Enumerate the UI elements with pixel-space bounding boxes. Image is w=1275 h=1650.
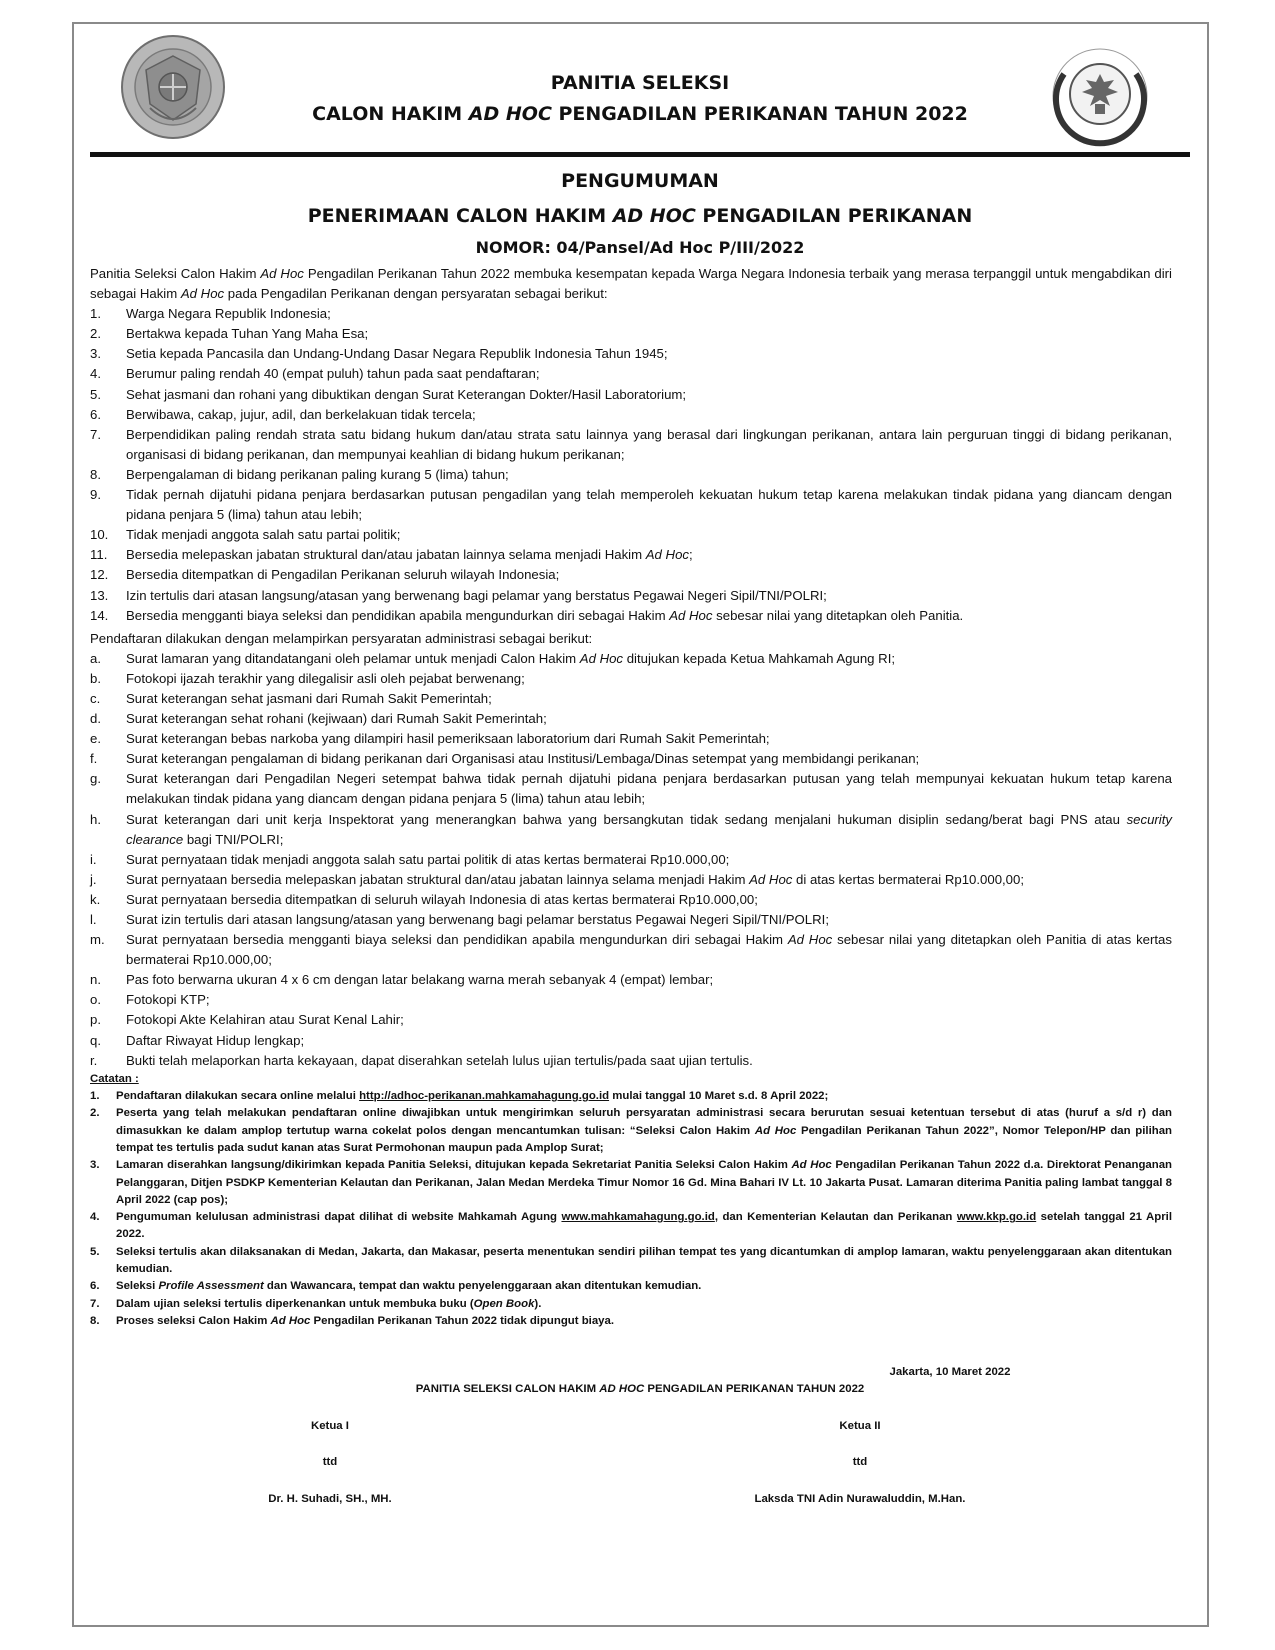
document-item [90, 769, 1172, 809]
document-item-number: n. [90, 972, 101, 988]
chair-1-role: Ketua I [311, 1420, 349, 1432]
kkp-garuda-logo-icon [1040, 44, 1160, 150]
document-item-number: l. [90, 912, 97, 927]
document-item [90, 970, 1172, 990]
document-item-text: Surat keterangan sehat jasmani dari Rumah Sakit Pemerintah; [126, 690, 492, 706]
document-item [90, 930, 1172, 970]
note-item-text: Dalam ujian seleksi tertulis diperkenankan untuk membuka buku (Open Book). [116, 1297, 542, 1310]
document-item-text: Surat pernyataan bersedia melepaskan jabatan struktural dan/atau jabatan lainnya selama menjadi Hakim Ad Hoc di atas kertas bermaterai Rp10.000,00; [126, 871, 1025, 887]
note-item-number: 6. [90, 1280, 100, 1293]
document-item [90, 890, 1172, 910]
requirement-item [90, 385, 1172, 405]
requirement-item-text: Bersedia mengganti biaya seleksi dan pendidikan apabila mengundurkan diri sebagai Hakim Ad Hoc sebesar nilai yang ditetapkan oleh Panitia. [126, 607, 964, 623]
document-item-text: Surat izin tertulis dari atasan langsung/atasan yang berwenang bagi pelamar berstatus Pegawai Negeri Sipil/TNI/POLRI; [126, 912, 829, 927]
document-item-number: b. [90, 670, 101, 686]
requirement-item-number: 6. [90, 406, 101, 422]
document-item [90, 729, 1172, 749]
note-item [90, 1244, 1172, 1279]
document-item [90, 810, 1172, 850]
requirement-item-number: 5. [90, 386, 101, 402]
requirement-item-number: 9. [90, 487, 101, 503]
announcement-subtitle: PENERIMAAN CALON HAKIM AD HOC PENGADILAN PERIKANAN [307, 205, 973, 227]
document-item-text: Surat keterangan bebas narkoba yang dilampiri hasil pemeriksaan laboratorium dari Rumah Sakit Pemerintah; [126, 731, 770, 747]
admin-intro: Pendaftaran dilakukan dengan melampirkan persyaratan administrasi sebagai berikut: [90, 630, 593, 646]
note-item-text: Proses seleksi Calon Hakim Ad Hoc Pengadilan Perikanan Tahun 2022 tidak dipungut biaya. [116, 1314, 614, 1327]
website-link[interactable]: www.kkp.go.id [956, 1211, 1037, 1224]
requirement-item-text: Berpengalaman di bidang perikanan paling kurang 5 (lima) tahun; [126, 466, 509, 482]
committee-subheading: CALON HAKIM AD HOC PENGADILAN PERIKANAN TAHUN 2022 [312, 103, 968, 125]
requirement-item-number: 4. [90, 366, 101, 382]
document-item-number: c. [90, 690, 101, 706]
document-item [90, 669, 1172, 689]
signing-committee: PANITIA SELEKSI CALON HAKIM AD HOC PENGADILAN PERIKANAN TAHUN 2022 [415, 1383, 865, 1395]
requirement-item [90, 425, 1172, 465]
requirement-item-text: Bertakwa kepada Tuhan Yang Maha Esa; [126, 326, 369, 342]
requirement-item-text: Bersedia ditempatkan di Pengadilan Perikanan seluruh wilayah Indonesia; [126, 567, 560, 583]
document-item-number: g. [90, 771, 101, 787]
requirement-item [90, 405, 1172, 425]
header-rule [90, 152, 1190, 157]
document-item-text: Surat lamaran yang ditandatangani oleh pelamar untuk menjadi Calon Hakim Ad Hoc ditujukan kepada Ketua Mahkamah Agung RI; [126, 650, 896, 666]
requirement-item-text: Setia kepada Pancasila dan Undang-Undang Dasar Negara Republik Indonesia Tahun 1945; [126, 346, 668, 362]
place-date: Jakarta, 10 Maret 2022 [889, 1366, 1011, 1378]
document-item-number: j. [90, 871, 97, 887]
document-item-number: k. [90, 891, 101, 907]
note-item [90, 1105, 1172, 1157]
document-item [90, 870, 1172, 890]
requirement-item [90, 344, 1172, 364]
document-item [90, 910, 1172, 930]
requirement-item-number: 11. [90, 547, 108, 563]
note-item-text: Lamaran diserahkan langsung/dikirimkan kepada Panitia Seleksi, ditujukan kepada Sekretariat Panitia Seleksi Calon Hakim Ad Hoc Pengadilan Perikanan Tahun 2022 d.a. Direktorat Penanganan Pelanggaran, Ditjen PSDKP Kementerian Kelautan dan Perikanan, Jalan Medan Merdeka Timur Nomor 16 Gd. Mina Bahari IV Lt. 10 Jakarta Pusat. Lamaran diterima Panitia paling lambat tanggal 8 April 2022 (cap pos); [116, 1159, 1172, 1206]
requirement-item [90, 545, 1172, 565]
requirement-item-number: 2. [90, 326, 101, 342]
requirement-item [90, 485, 1172, 525]
document-item-number: p. [90, 1012, 101, 1028]
notes-list [90, 1088, 1172, 1330]
document-item [90, 1010, 1172, 1030]
requirement-item-text: Sehat jasmani dan rohani yang dibuktikan dengan Surat Keterangan Dokter/Hasil Laboratorium; [126, 386, 687, 402]
note-item-number: 4. [90, 1211, 100, 1224]
announcement-title: PENGUMUMAN [561, 170, 719, 192]
document-item [90, 649, 1172, 669]
document-item-number: r. [90, 1052, 98, 1068]
document-item-number: m. [90, 932, 105, 948]
requirement-item [90, 606, 1172, 626]
document-item-text: Surat pernyataan tidak menjadi anggota salah satu partai politik di atas kertas bermaterai Rp10.000,00; [126, 851, 730, 867]
document-item [90, 1031, 1172, 1051]
document-item [90, 689, 1172, 709]
chair-2-role: Ketua II [839, 1420, 881, 1432]
requirement-item [90, 525, 1172, 545]
requirement-item-text: Berumur paling rendah 40 (empat puluh) tahun pada saat pendaftaran; [126, 366, 540, 382]
chair-1-signature: ttd [322, 1456, 338, 1468]
note-item-number: 3. [90, 1159, 100, 1172]
requirement-item [90, 565, 1172, 585]
requirement-item [90, 364, 1172, 384]
requirement-item-text: Tidak menjadi anggota salah satu partai politik; [126, 527, 401, 543]
requirement-item-text: Berwibawa, cakap, jujur, adil, dan berkelakuan tidak tercela; [126, 406, 476, 422]
website-link[interactable]: www.mahkamahagung.go.id [561, 1211, 715, 1224]
document-item-number: e. [90, 731, 101, 747]
document-item-text: Fotokopi Akte Kelahiran atau Surat Kenal Lahir; [126, 1012, 404, 1028]
document-item-text: Fotokopi KTP; [126, 992, 210, 1008]
note-item-number: 8. [90, 1314, 100, 1327]
requirement-item-number: 7. [90, 426, 101, 442]
note-item [90, 1313, 1172, 1330]
document-item-number: d. [90, 711, 101, 727]
document-item-number: o. [90, 992, 101, 1008]
requirement-item [90, 586, 1172, 606]
document-item-text: Surat keterangan sehat rohani (kejiwaan) dari Rumah Sakit Pemerintah; [126, 711, 547, 727]
note-item-text: Seleksi tertulis akan dilaksanakan di Medan, Jakarta, dan Makasar, peserta menentukan sendiri pilihan tempat tes yang dicantumkan di amplop lamaran, waktu penyelenggaraan akan ditentukan kemudian. [116, 1245, 1172, 1276]
note-item-number: 1. [90, 1090, 100, 1103]
document-item-number: a. [90, 650, 101, 666]
chair-2-name: Laksda TNI Adin Nurawaluddin, M.Han. [754, 1493, 966, 1505]
document-item-number: q. [90, 1032, 101, 1048]
note-item-text: Pengumuman kelulusan administrasi dapat dilihat di website Mahkamah Agung www.mahkamahagung.go.id, dan Kementerian Kelautan dan Perikanan www.kkp.go.id setelah tanggal 21 April 2022. [116, 1211, 1172, 1241]
document-item-text: Surat pernyataan bersedia mengganti biaya seleksi dan pendidikan apabila mengundurkan diri sebagai Hakim Ad Hoc sebesar nilai yang ditetapkan oleh Panitia di atas kertas bermaterai Rp10.000,00; [126, 932, 1172, 968]
document-item-text: Surat keterangan pengalaman di bidang perikanan dari Organisasi atau Institusi/Lembaga/Dinas setempat yang membidangi perikanan; [126, 751, 920, 767]
announcement-number: NOMOR: 04/Pansel/Ad Hoc P/III/2022 [475, 238, 805, 257]
note-item [90, 1088, 1172, 1105]
requirement-item-number: 12. [90, 567, 109, 583]
document-item [90, 850, 1172, 870]
note-item-text: Seleksi Profile Assessment dan Wawancara, tempat dan waktu penyelenggaraan akan ditentukan kemudian. [116, 1280, 702, 1293]
requirements-list [90, 304, 1172, 626]
note-item-number: 2. [90, 1107, 100, 1120]
mahkamah-agung-seal-icon [120, 34, 226, 140]
document-item-text: Bukti telah melaporkan harta kekayaan, dapat diserahkan setelah lulus ujian tertulis/pada saat ujian tertulis. [126, 1052, 753, 1068]
note-item [90, 1209, 1172, 1244]
document-item [90, 709, 1172, 729]
document-item-number: f. [90, 751, 98, 767]
website-link[interactable]: http://adhoc-perikanan.mahkamahagung.go.id [359, 1090, 610, 1103]
note-item [90, 1296, 1172, 1313]
requirement-item-text: Berpendidikan paling rendah strata satu bidang hukum dan/atau strata satu lainnya yang berasal dari lingkungan perikanan, antara lain perguruan tinggi di bidang perikanan, organisasi di bidang perikanan, dan mempunyai keahlian di bidang hukum perikanan; [126, 426, 1172, 462]
requirement-item-number: 13. [90, 587, 109, 603]
requirement-item-number: 14. [90, 607, 109, 623]
requirement-item-text: Tidak pernah dijatuhi pidana penjara berdasarkan putusan pengadilan yang telah memperoleh kekuatan hukum tetap karena melakukan tindak pidana yang diancam dengan pidana penjara 5 (lima) tahun atau lebih; [126, 487, 1172, 523]
document-item-text: Fotokopi ijazah terakhir yang dilegalisir asli oleh pejabat berwenang; [126, 670, 525, 686]
notes-section [90, 1071, 1172, 1330]
document-item-text: Surat keterangan dari unit kerja Inspektorat yang menerangkan bahwa yang bersangkutan tidak sedang menjalani hukuman disiplin sedang/berat bagi PNS atau security clearance bagi TNI/POLRI; [126, 811, 1172, 847]
chair-1-name: Dr. H. Suhadi, SH., MH. [268, 1493, 392, 1505]
requirement-item-number: 8. [90, 466, 101, 482]
document-item-text: Surat pernyataan bersedia ditempatkan di seluruh wilayah Indonesia di atas kertas bermaterai Rp10.000,00; [126, 891, 758, 907]
document-body [90, 264, 1172, 1330]
requirement-item [90, 465, 1172, 485]
requirement-item [90, 324, 1172, 344]
document-item-text: Surat keterangan dari Pengadilan Negeri setempat bahwa tidak pernah dijatuhi pidana penjara berdasarkan putusan yang telah mempunyai kekuatan hukum tetap karena melakukan tindak pidana yang diancam dengan pidana penjara 5 (lima) tahun atau lebih; [126, 771, 1172, 807]
requirement-item-text: Warga Negara Republik Indonesia; [126, 306, 331, 322]
document-item [90, 1051, 1172, 1071]
requirement-item-number: 1. [90, 306, 101, 322]
document-item [90, 749, 1172, 769]
document-item [90, 990, 1172, 1010]
notes-title: Catatan : [90, 1072, 139, 1085]
note-item [90, 1278, 1172, 1295]
document-item-text: Daftar Riwayat Hidup lengkap; [126, 1032, 305, 1048]
note-item-number: 7. [90, 1297, 100, 1310]
note-item [90, 1157, 1172, 1209]
requirement-item-text: Izin tertulis dari atasan langsung/atasan yang berwenang bagi pelamar yang berstatus Pegawai Negeri Sipil/TNI/POLRI; [126, 587, 827, 603]
chair-2-signature: ttd [852, 1456, 868, 1468]
requirement-item [90, 304, 1172, 324]
intro-paragraph: Panitia Seleksi Calon Hakim Ad Hoc Pengadilan Perikanan Tahun 2022 membuka kesempatan kepada Warga Negara Indonesia terbaik yang merasa terpanggil untuk mengabdikan diri sebagai Hakim Ad Hoc pada Pengadilan Perikanan dengan persyaratan sebagai berikut: [90, 266, 1172, 302]
document-item-text: Pas foto berwarna ukuran 4 x 6 cm dengan latar belakang warna merah sebanyak 4 (empat) lembar; [126, 972, 714, 988]
document-item-number: i. [90, 851, 97, 867]
note-item-number: 5. [90, 1245, 100, 1258]
document-item-number: h. [90, 811, 101, 827]
note-item-text: Peserta yang telah melakukan pendaftaran online diwajibkan untuk mengirimkan seluruh persyaratan administrasi secara berurutan sesuai ketentuan tersebut di atas (huruf a s/d r) dan dimasukkan ke dalam amplop tertutup warna cokelat polos dengan mencantumkan tulisan: “Seleksi Calon Hakim Ad Hoc Pengadilan Perikanan Tahun 2022”, Nomor Telepon/HP dan pilihan tempat tes tertulis pada sudut kanan atas Surat Permohonan maupun pada Amplop Surat; [116, 1107, 1172, 1154]
committee-heading: PANITIA SELEKSI [550, 72, 730, 94]
requirement-item-number: 3. [90, 346, 101, 362]
requirement-item-text: Bersedia melepaskan jabatan struktural dan/atau jabatan lainnya selama menjadi Hakim Ad Hoc; [126, 547, 693, 563]
note-item-text: Pendaftaran dilakukan secara online melalui http://adhoc-perikanan.mahkamahagung.go.id mulai tanggal 10 Maret s.d. 8 April 2022; [116, 1090, 829, 1103]
documents-list [90, 649, 1172, 1071]
requirement-item-number: 10. [90, 527, 109, 543]
